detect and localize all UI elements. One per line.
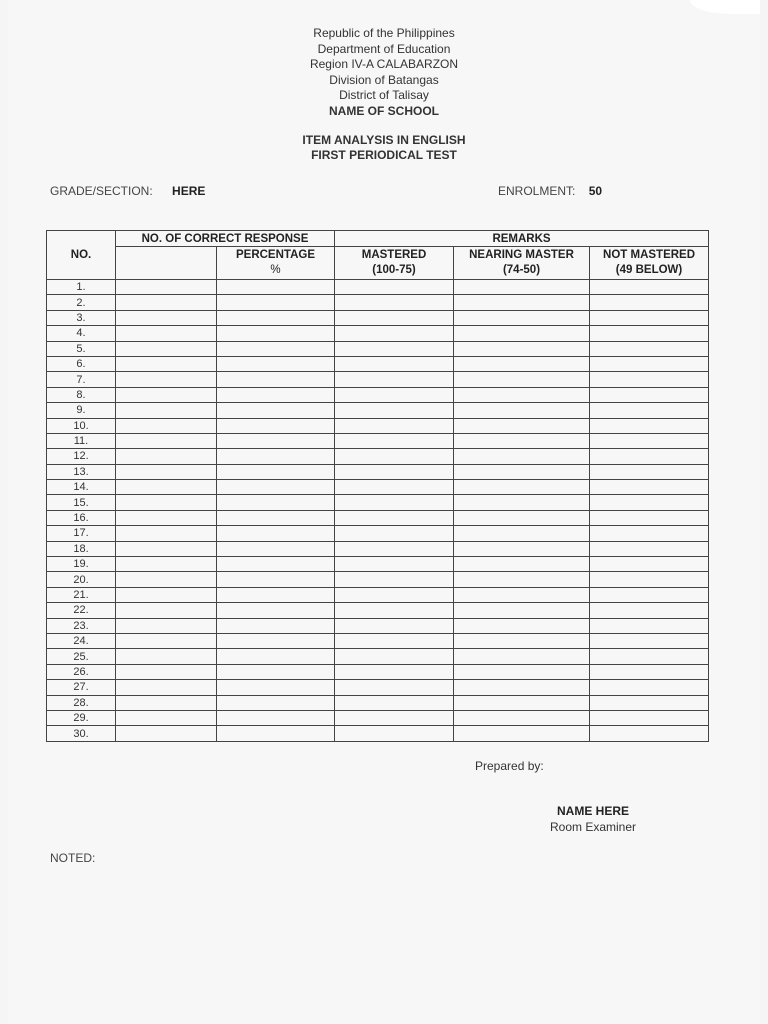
percentage-cell[interactable]: [217, 295, 335, 310]
nearing-master-cell[interactable]: [454, 649, 590, 664]
title-block: [8, 133, 760, 163]
correct-count-cell[interactable]: [116, 480, 217, 495]
table-row: [47, 495, 709, 510]
table-row: [47, 587, 709, 602]
mastered-cell[interactable]: [335, 633, 454, 648]
item-number-cell: 26.: [47, 664, 116, 679]
percentage-cell[interactable]: [217, 341, 335, 356]
item-number-cell: 4.: [47, 326, 116, 341]
table-row: [47, 341, 709, 356]
nearing-master-header: [454, 247, 590, 280]
mastered-cell[interactable]: [335, 341, 454, 356]
correct-count-cell[interactable]: [116, 403, 217, 418]
item-number-cell: 13.: [47, 464, 116, 479]
correct-count-cell[interactable]: [116, 541, 217, 556]
mastered-cell[interactable]: [335, 295, 454, 310]
not-mastered-cell[interactable]: [590, 433, 709, 448]
percentage-cell[interactable]: [217, 464, 335, 479]
mastered-cell[interactable]: [335, 557, 454, 572]
table-row: [47, 480, 709, 495]
prepared-by: Prepared by:: [475, 759, 544, 773]
document-subtitle: FIRST PERIODICAL TEST: [311, 148, 457, 162]
item-number-cell: 14.: [47, 480, 116, 495]
percentage-label: PERCENTAGE: [235, 249, 316, 261]
percentage-cell[interactable]: [217, 403, 335, 418]
not-mastered-cell[interactable]: [590, 295, 709, 310]
not-mastered-cell[interactable]: [590, 495, 709, 510]
correct-count-cell[interactable]: [116, 618, 217, 633]
signatory: [538, 803, 648, 835]
correct-count-cell[interactable]: [116, 664, 217, 679]
nearing-master-cell[interactable]: [454, 633, 590, 648]
not-mastered-cell[interactable]: [590, 633, 709, 648]
nearing-master-cell[interactable]: [454, 726, 590, 741]
item-number-cell: 19.: [47, 557, 116, 572]
item-number-cell: 5.: [47, 341, 116, 356]
not-mastered-cell[interactable]: [590, 510, 709, 525]
correct-count-cell[interactable]: [116, 649, 217, 664]
nearing-master-cell[interactable]: [454, 403, 590, 418]
item-number-cell: 10.: [47, 418, 116, 433]
item-number-cell: 22.: [47, 603, 116, 618]
table-row: [47, 356, 709, 371]
mastered-cell[interactable]: [335, 495, 454, 510]
table-row: [47, 326, 709, 341]
not-mastered-cell[interactable]: [590, 449, 709, 464]
not-mastered-cell[interactable]: [590, 341, 709, 356]
percentage-cell[interactable]: [217, 726, 335, 741]
correct-count-cell[interactable]: [116, 710, 217, 725]
nearing-master-cell[interactable]: [454, 541, 590, 556]
correct-count-cell[interactable]: [116, 280, 217, 295]
nearing-range: (74-50): [502, 264, 541, 276]
correct-response-header: NO. OF CORRECT RESPONSE: [116, 231, 335, 247]
table-row: [47, 403, 709, 418]
not-mastered-cell[interactable]: [590, 557, 709, 572]
item-number-cell: 27.: [47, 680, 116, 695]
mastered-cell[interactable]: [335, 618, 454, 633]
item-number-cell: 8.: [47, 387, 116, 402]
page-corner: [690, 0, 760, 14]
table-row: [47, 541, 709, 556]
mastered-cell[interactable]: [335, 356, 454, 371]
not-mastered-cell[interactable]: [590, 587, 709, 602]
table-row: [47, 449, 709, 464]
not-mastered-header: [590, 247, 709, 280]
enrolment: [498, 184, 602, 198]
percentage-cell[interactable]: [217, 664, 335, 679]
not-mastered-cell[interactable]: [590, 464, 709, 479]
percentage-cell[interactable]: [217, 480, 335, 495]
table-row: [47, 680, 709, 695]
correct-count-cell[interactable]: [116, 464, 217, 479]
table-row: [47, 726, 709, 741]
item-number-cell: 3.: [47, 310, 116, 325]
correct-count-cell[interactable]: [116, 510, 217, 525]
nearing-master-cell[interactable]: [454, 480, 590, 495]
header-division: Division of Batangas: [329, 72, 439, 87]
percentage-cell[interactable]: [217, 310, 335, 325]
correct-count-cell[interactable]: [116, 372, 217, 387]
school-name: NAME OF SCHOOL: [329, 103, 439, 118]
table-row: [47, 526, 709, 541]
percentage-cell[interactable]: [217, 633, 335, 648]
nearing-master-cell[interactable]: [454, 587, 590, 602]
percentage-cell[interactable]: [217, 418, 335, 433]
table-row: [47, 295, 709, 310]
header-row-2: [47, 247, 709, 280]
header-region: Region IV-A CALABARZON: [309, 57, 459, 71]
not-mastered-cell[interactable]: [590, 541, 709, 556]
not-mastered-cell[interactable]: [590, 664, 709, 679]
table-row: [47, 603, 709, 618]
percentage-cell[interactable]: [217, 710, 335, 725]
correct-count-cell[interactable]: [116, 418, 217, 433]
signatory-role: Room Examiner: [549, 820, 637, 834]
nearing-master-cell[interactable]: [454, 464, 590, 479]
nearing-master-cell[interactable]: [454, 310, 590, 325]
correct-count-cell[interactable]: [116, 726, 217, 741]
mastered-cell[interactable]: [335, 480, 454, 495]
mastered-range: (100-75): [372, 264, 416, 276]
percentage-cell[interactable]: [217, 695, 335, 710]
nearing-master-cell[interactable]: [454, 495, 590, 510]
correct-count-cell[interactable]: [116, 587, 217, 602]
item-number-cell: 17.: [47, 526, 116, 541]
nearing-master-cell[interactable]: [454, 356, 590, 371]
table-row: [47, 372, 709, 387]
mastered-cell[interactable]: [335, 372, 454, 387]
nearing-master-cell[interactable]: [454, 526, 590, 541]
header-department: Department of Education: [317, 41, 451, 56]
nearing-master-cell[interactable]: [454, 710, 590, 725]
correct-count-cell[interactable]: [116, 341, 217, 356]
not-mastered-cell[interactable]: [590, 326, 709, 341]
percentage-unit: %: [270, 264, 281, 276]
not-mastered-cell[interactable]: [590, 695, 709, 710]
mastered-cell[interactable]: [335, 710, 454, 725]
not-mastered-cell[interactable]: [590, 280, 709, 295]
mastered-cell[interactable]: [335, 326, 454, 341]
percentage-cell[interactable]: [217, 649, 335, 664]
item-number-cell: 21.: [47, 587, 116, 602]
table-row: [47, 387, 709, 402]
nearing-label: NEARING MASTER: [469, 249, 574, 261]
mastered-cell[interactable]: [335, 680, 454, 695]
item-number-cell: 7.: [47, 372, 116, 387]
mastered-cell[interactable]: [335, 587, 454, 602]
table-row: [47, 695, 709, 710]
correct-count-cell[interactable]: [116, 695, 217, 710]
table-row: [47, 664, 709, 679]
table-row: [47, 280, 709, 295]
nearing-master-cell[interactable]: [454, 295, 590, 310]
percentage-cell[interactable]: [217, 541, 335, 556]
percentage-cell[interactable]: [217, 526, 335, 541]
percentage-cell[interactable]: [217, 387, 335, 402]
not-mastered-cell[interactable]: [590, 356, 709, 371]
item-number-cell: 16.: [47, 510, 116, 525]
mastered-cell[interactable]: [335, 280, 454, 295]
nearing-master-cell[interactable]: [454, 664, 590, 679]
percentage-cell[interactable]: [217, 433, 335, 448]
correct-count-cell[interactable]: [116, 387, 217, 402]
table-row: [47, 510, 709, 525]
item-number-cell: 9.: [47, 403, 116, 418]
nearing-master-cell[interactable]: [454, 433, 590, 448]
enrolment-label: ENROLMENT:: [498, 184, 576, 198]
header-republic: Republic of the Philippines: [313, 26, 455, 40]
correct-count-cell[interactable]: [116, 680, 217, 695]
not-mastered-range: (49 BELOW): [615, 264, 683, 276]
correct-count-cell[interactable]: [116, 633, 217, 648]
mastered-cell[interactable]: [335, 387, 454, 402]
signatory-name: NAME HERE: [556, 804, 629, 818]
table-row: [47, 464, 709, 479]
document-header: [8, 26, 760, 163]
nearing-master-cell[interactable]: [454, 418, 590, 433]
header-row-1: [47, 231, 709, 247]
mastered-label: MASTERED: [361, 249, 427, 261]
table-row: [47, 310, 709, 325]
percentage-cell[interactable]: [217, 587, 335, 602]
remarks-header: REMARKS: [335, 231, 709, 247]
item-number-cell: 20.: [47, 572, 116, 587]
grade-section: [50, 184, 205, 198]
percentage-cell[interactable]: [217, 680, 335, 695]
percentage-cell[interactable]: [217, 449, 335, 464]
percentage-header: [217, 247, 335, 280]
table-row: [47, 572, 709, 587]
correct-count-header: [116, 247, 217, 280]
item-number-cell: 30.: [47, 726, 116, 741]
no-header: NO.: [47, 231, 116, 280]
mastered-cell[interactable]: [335, 449, 454, 464]
item-number-cell: 18.: [47, 541, 116, 556]
correct-count-cell[interactable]: [116, 326, 217, 341]
not-mastered-cell[interactable]: [590, 387, 709, 402]
correct-count-cell[interactable]: [116, 526, 217, 541]
item-number-cell: 1.: [47, 280, 116, 295]
table-row: [47, 557, 709, 572]
nearing-master-cell[interactable]: [454, 680, 590, 695]
nearing-master-cell[interactable]: [454, 387, 590, 402]
mastered-cell[interactable]: [335, 403, 454, 418]
mastered-cell[interactable]: [335, 603, 454, 618]
nearing-master-cell[interactable]: [454, 618, 590, 633]
percentage-cell[interactable]: [217, 618, 335, 633]
table-row: [47, 633, 709, 648]
not-mastered-cell[interactable]: [590, 649, 709, 664]
nearing-master-cell[interactable]: [454, 341, 590, 356]
percentage-cell[interactable]: [217, 510, 335, 525]
not-mastered-cell[interactable]: [590, 403, 709, 418]
not-mastered-cell[interactable]: [590, 572, 709, 587]
mastered-cell[interactable]: [335, 464, 454, 479]
not-mastered-cell[interactable]: [590, 603, 709, 618]
mastered-cell[interactable]: [335, 649, 454, 664]
mastered-cell[interactable]: [335, 726, 454, 741]
nearing-master-cell[interactable]: [454, 557, 590, 572]
enrolment-value: 50: [588, 184, 603, 198]
mastered-cell[interactable]: [335, 433, 454, 448]
not-mastered-cell[interactable]: [590, 726, 709, 741]
mastered-cell[interactable]: [335, 418, 454, 433]
mastered-cell[interactable]: [335, 695, 454, 710]
not-mastered-cell[interactable]: [590, 418, 709, 433]
nearing-master-cell[interactable]: [454, 695, 590, 710]
correct-count-cell[interactable]: [116, 603, 217, 618]
mastered-cell[interactable]: [335, 572, 454, 587]
correct-count-cell[interactable]: [116, 356, 217, 371]
nearing-master-cell[interactable]: [454, 449, 590, 464]
table-row: [47, 618, 709, 633]
table-body: [47, 280, 709, 742]
item-number-cell: 2.: [47, 295, 116, 310]
mastered-header: [335, 247, 454, 280]
percentage-cell[interactable]: [217, 557, 335, 572]
item-number-cell: 15.: [47, 495, 116, 510]
nearing-master-cell[interactable]: [454, 326, 590, 341]
nearing-master-cell[interactable]: [454, 372, 590, 387]
table-row: [47, 710, 709, 725]
nearing-master-cell[interactable]: [454, 603, 590, 618]
nearing-master-cell[interactable]: [454, 280, 590, 295]
not-mastered-cell[interactable]: [590, 710, 709, 725]
item-number-cell: 11.: [47, 433, 116, 448]
percentage-cell[interactable]: [217, 326, 335, 341]
correct-count-cell[interactable]: [116, 295, 217, 310]
percentage-cell[interactable]: [217, 356, 335, 371]
not-mastered-cell[interactable]: [590, 372, 709, 387]
item-number-cell: 24.: [47, 633, 116, 648]
percentage-cell[interactable]: [217, 603, 335, 618]
item-number-cell: 29.: [47, 710, 116, 725]
nearing-master-cell[interactable]: [454, 572, 590, 587]
percentage-cell[interactable]: [217, 572, 335, 587]
item-analysis-table: [46, 230, 709, 742]
grade-section-value: HERE: [172, 184, 206, 198]
header-district: District of Talisay: [339, 88, 429, 102]
not-mastered-label: NOT MASTERED: [603, 249, 696, 261]
not-mastered-cell[interactable]: [590, 310, 709, 325]
mastered-cell[interactable]: [335, 310, 454, 325]
percentage-cell[interactable]: [217, 280, 335, 295]
mastered-cell[interactable]: [335, 526, 454, 541]
not-mastered-cell[interactable]: [590, 618, 709, 633]
not-mastered-cell[interactable]: [590, 680, 709, 695]
correct-count-cell[interactable]: [116, 495, 217, 510]
table-row: [47, 649, 709, 664]
correct-count-cell[interactable]: [116, 310, 217, 325]
item-number-cell: 28.: [47, 695, 116, 710]
correct-count-cell[interactable]: [116, 433, 217, 448]
not-mastered-cell[interactable]: [590, 480, 709, 495]
mastered-cell[interactable]: [335, 541, 454, 556]
not-mastered-cell[interactable]: [590, 526, 709, 541]
document-title: ITEM ANALYSIS IN ENGLISH: [302, 133, 466, 147]
noted-label: NOTED:: [50, 851, 96, 865]
mastered-cell[interactable]: [335, 664, 454, 679]
correct-count-cell[interactable]: [116, 557, 217, 572]
item-number-cell: 6.: [47, 356, 116, 371]
table-row: [47, 418, 709, 433]
document-page: [8, 0, 760, 1024]
percentage-cell[interactable]: [217, 372, 335, 387]
mastered-cell[interactable]: [335, 510, 454, 525]
nearing-master-cell[interactable]: [454, 510, 590, 525]
percentage-cell[interactable]: [217, 495, 335, 510]
item-number-cell: 12.: [47, 449, 116, 464]
table-row: [47, 433, 709, 448]
item-number-cell: 23.: [47, 618, 116, 633]
correct-count-cell[interactable]: [116, 572, 217, 587]
correct-count-cell[interactable]: [116, 449, 217, 464]
item-number-cell: 25.: [47, 649, 116, 664]
grade-section-label: GRADE/SECTION:: [50, 184, 153, 198]
